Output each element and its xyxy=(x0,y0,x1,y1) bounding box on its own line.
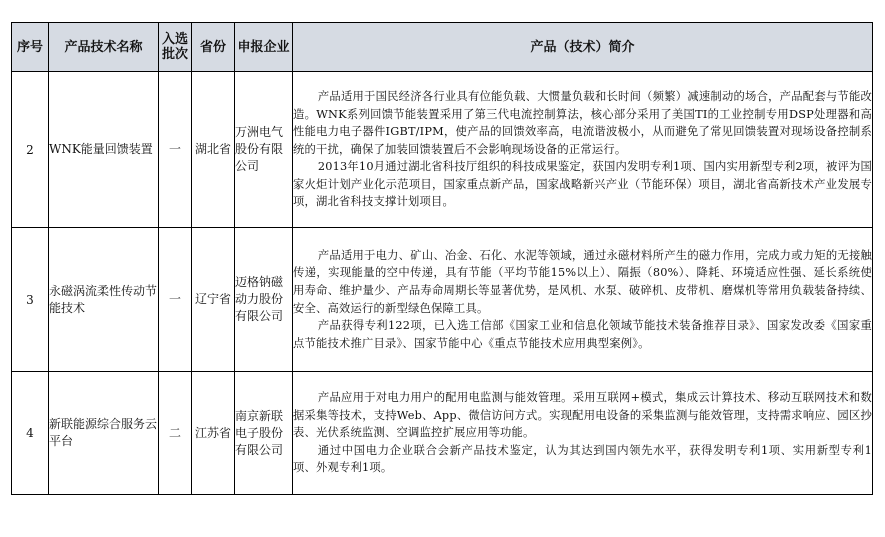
cell-company: 迈格钠磁动力股份有限公司 xyxy=(235,228,293,372)
cell-company: 万洲电气股份有限公司 xyxy=(235,72,293,228)
intro-paragraph: 通过中国电力企业联合会新产品技术鉴定，认为其达到国内领先水平，获得发明专利1项、实用新型专利1项、外观专利1项。 xyxy=(293,443,872,475)
cell-batch: 二 xyxy=(159,372,192,495)
cell-product-name: 永磁涡流柔性传动节能技术 xyxy=(49,228,159,372)
cell-index: 4 xyxy=(12,372,49,495)
table-header-row xyxy=(12,23,873,72)
cell-batch: 一 xyxy=(159,228,192,372)
product-table xyxy=(11,22,873,495)
intro-paragraph: 产品获得专利122项，已入选工信部《国家工业和信息化领域节能技术装备推荐目录》、国家发改委《国家重点节能技术推广目录》、国家节能中心《重点节能技术应用典型案例》。 xyxy=(293,319,872,350)
table-row xyxy=(12,228,873,372)
cell-product-name: 新联能源综合服务云平台 xyxy=(49,372,159,495)
cell-company: 南京新联电子股份有限公司 xyxy=(235,372,293,495)
cell-product-name: WNK能量回馈装置 xyxy=(49,72,159,228)
cell-batch: 一 xyxy=(159,72,192,228)
intro-paragraph: 产品应用于对电力用户的配用电监测与能效管理。采用互联网+模式，集成云计算技术、移动互联网技术和数据采集等技术，支持Web、App、微信访问方式。实现配用电设备的采集监测与能效管理，支持需求响应、园区抄表、光伏系统监测、空调监控扩展应用等功能。 xyxy=(293,391,872,440)
header-company: 申报企业 xyxy=(235,23,293,72)
intro-paragraph: 2013年10月通过湖北省科技厅组织的科技成果鉴定，获国内发明专利1项、国内实用新型专利2项，被评为国家火炬计划产业化示范项目，国家重点新产品，国家战略新兴产业（节能环保）项目，湖北省高新技术产业发展专项，湖北省科技支撑计划项目。 xyxy=(293,160,872,209)
header-product-name: 产品技术名称 xyxy=(49,23,159,72)
cell-intro xyxy=(293,228,873,372)
table-row xyxy=(12,72,873,228)
header-batch: 入选批次 xyxy=(159,23,192,72)
cell-province: 江苏省 xyxy=(192,372,235,495)
cell-intro xyxy=(293,372,873,495)
header-index: 序号 xyxy=(12,23,49,72)
table-row xyxy=(12,372,873,495)
cell-intro xyxy=(293,72,873,228)
intro-paragraph: 产品适用于国民经济各行业具有位能负载、大惯量负载和长时间（频繁）减速制动的场合，产品配套与节能改造。WNK系列回馈节能装置采用了第三代电流控制算法，核心部分采用了美国TI的工业控制专用DSP处理器和高性能电力电子器件IGBT/IPM，使产品的回馈效率高，电流谐波极小，从而避免了常见回馈装置对现场设备控制系统的干扰，确保了加装回馈装置后不会影响现场设备的正常运行。 xyxy=(293,89,872,156)
cell-index: 3 xyxy=(12,228,49,372)
header-province: 省份 xyxy=(192,23,235,72)
header-intro: 产品（技术）简介 xyxy=(293,23,873,72)
cell-index: 2 xyxy=(12,72,49,228)
intro-paragraph: 产品适用于电力、矿山、冶金、石化、水泥等领域，通过永磁材料所产生的磁力作用，完成力或力矩的无接触传递，实现能量的空中传递，具有节能（平均节能15%以上）、隔振（80%）、降耗、环境适应性强、延长系统使用寿命、维护量少、产品寿命周期长等显著优势，是风机、水泵、破碎机、皮带机、磨煤机等常用负载装备持续、安全、高效运行的新型绿色保障工具。 xyxy=(293,248,872,315)
cell-province: 辽宁省 xyxy=(192,228,235,372)
cell-province: 湖北省 xyxy=(192,72,235,228)
